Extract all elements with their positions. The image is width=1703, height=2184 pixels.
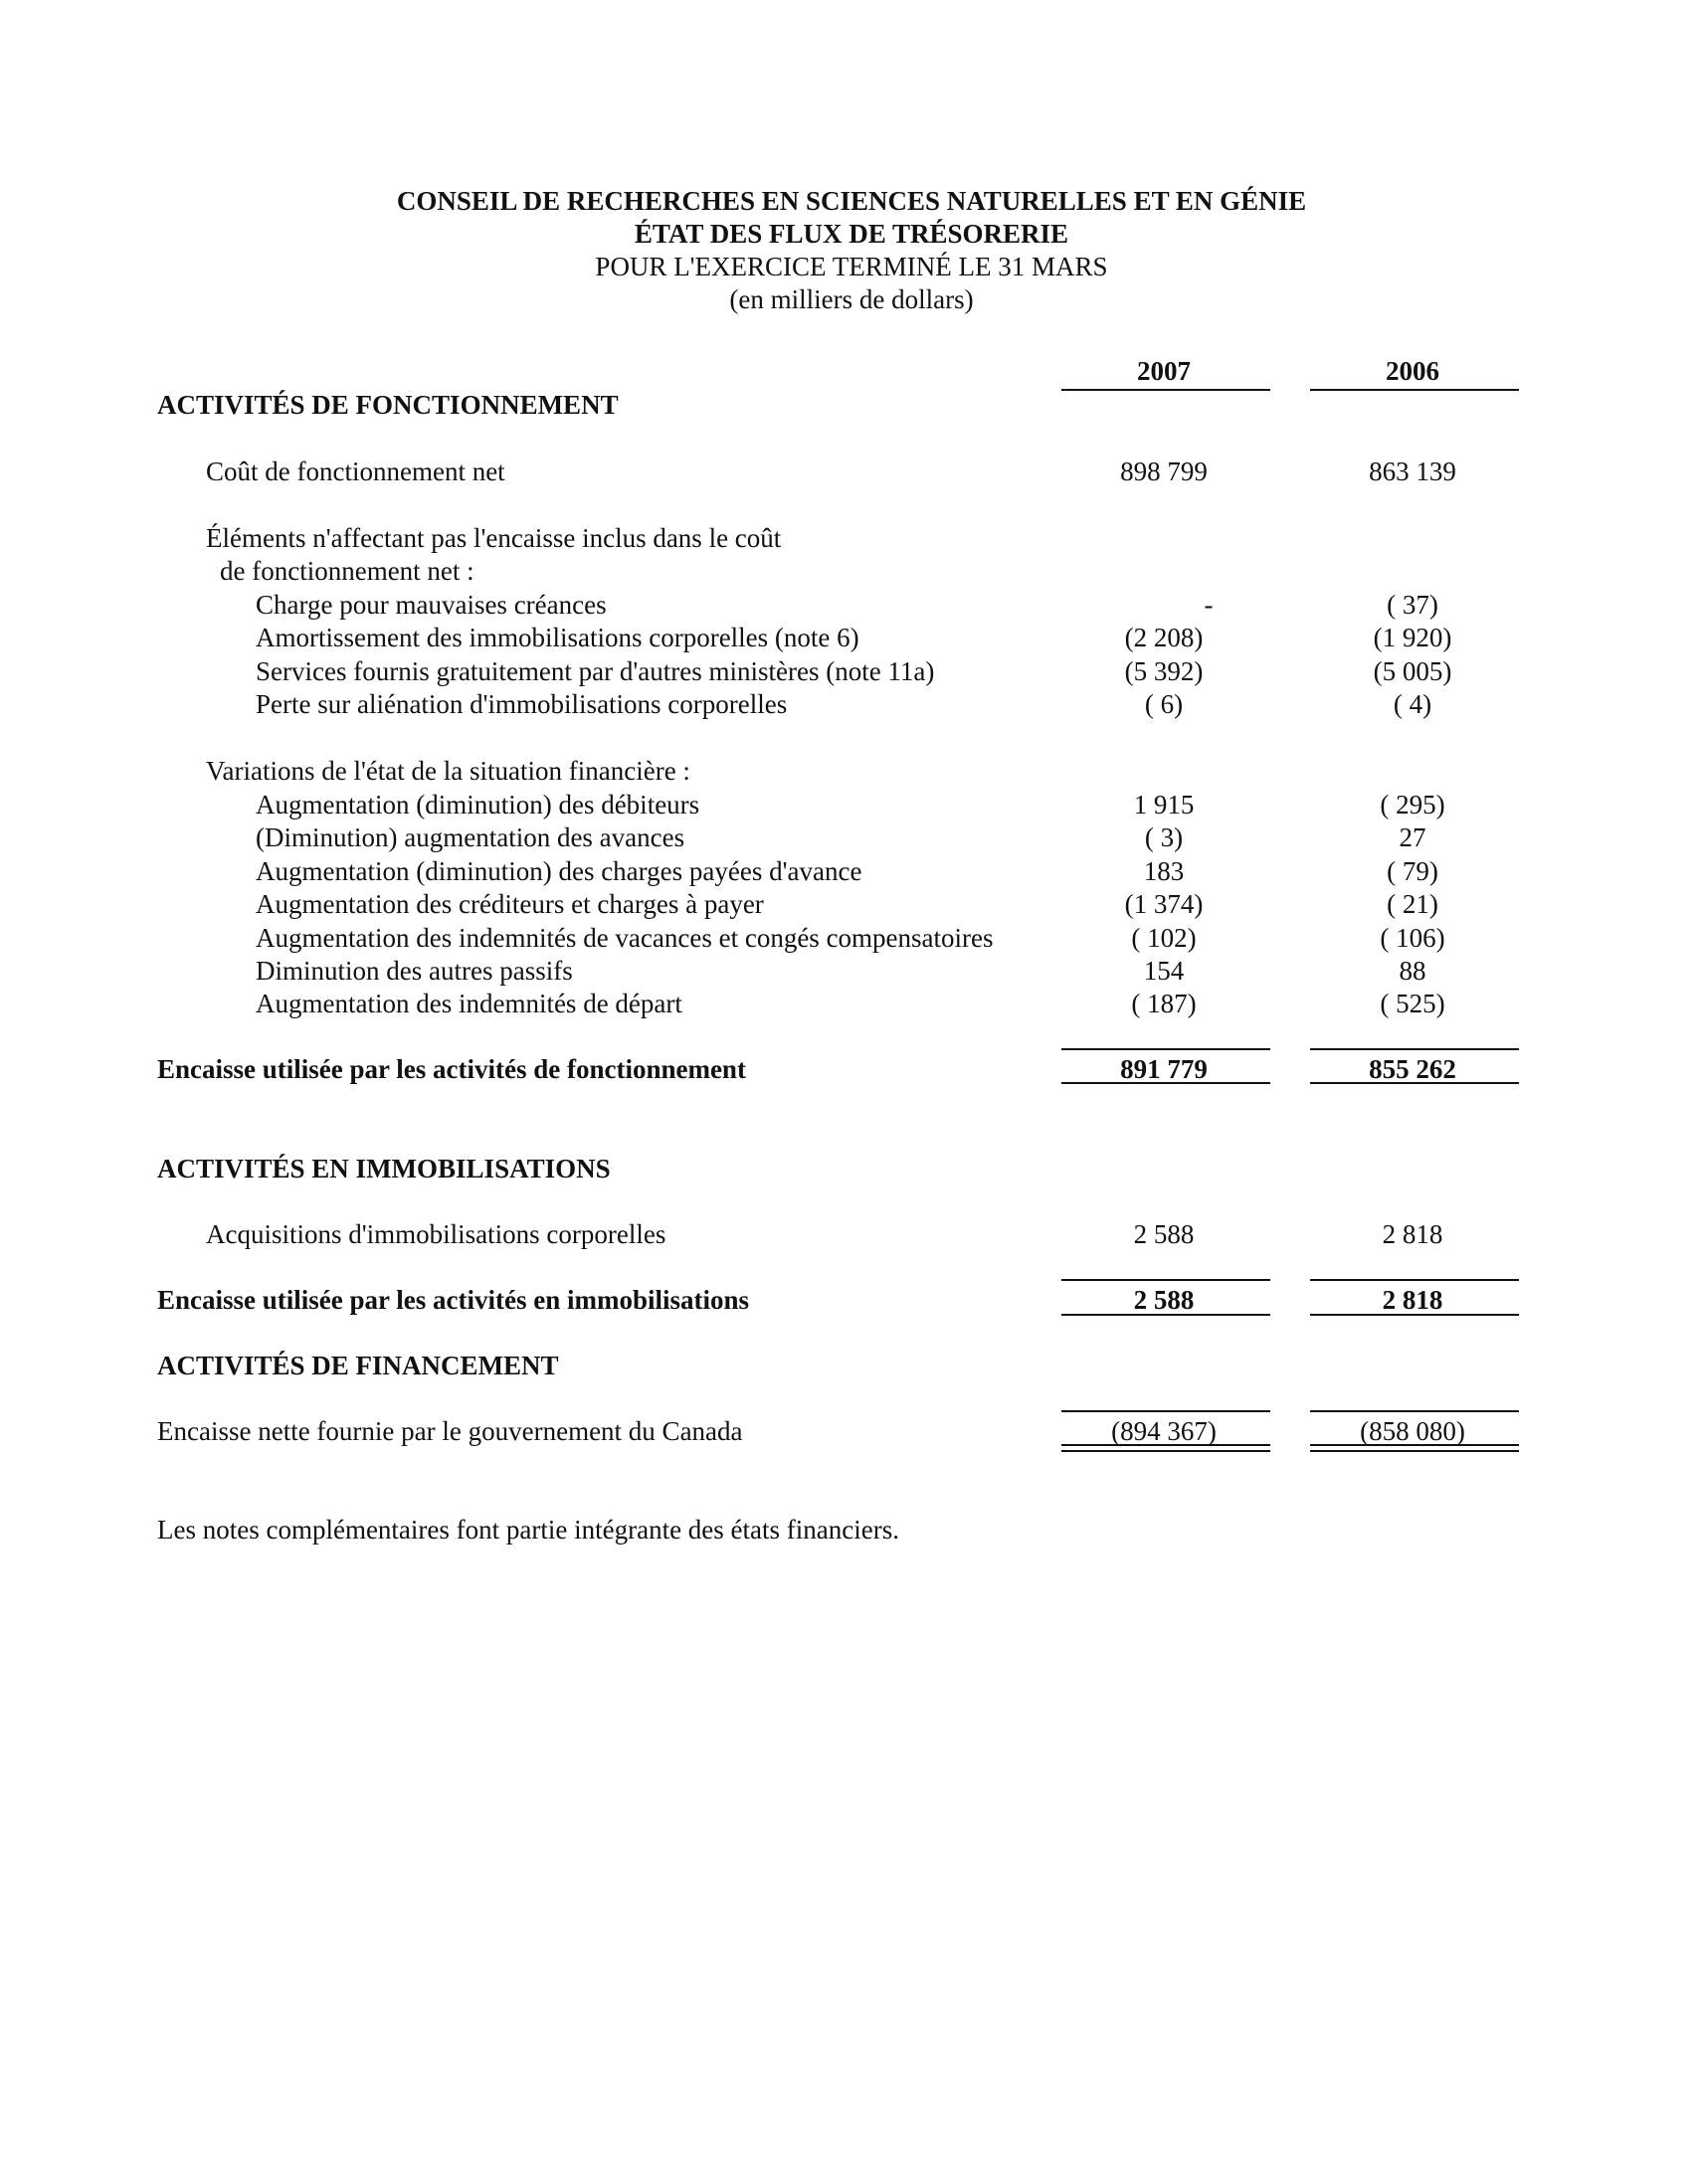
value-2007: (2 208) bbox=[1124, 623, 1204, 652]
value-2006: ( 106) bbox=[1380, 923, 1445, 953]
line-item-label: Perte sur aliénation d'immobilisations corporelles bbox=[256, 689, 788, 719]
line-item-advances bbox=[0, 820, 1703, 854]
total-rule-bottom-2006 bbox=[1310, 1082, 1519, 1084]
value-2006: ( 37) bbox=[1387, 590, 1438, 620]
section-heading-investing bbox=[0, 1152, 1703, 1185]
line-item-net-cost bbox=[0, 455, 1703, 488]
statement-units: (en milliers de dollars) bbox=[729, 284, 974, 314]
line-item-label: Amortissement des immobilisations corporelles (note 6) bbox=[256, 623, 859, 652]
value-2007: 183 bbox=[1143, 856, 1185, 886]
organization-name: CONSEIL DE RECHERCHES EN SCIENCES NATURELLES ET EN GÉNIE bbox=[396, 186, 1307, 216]
total-rule-top-2006 bbox=[1310, 1279, 1519, 1281]
section-heading-financing bbox=[0, 1349, 1703, 1382]
value-2006: ( 79) bbox=[1387, 856, 1438, 886]
total-rule-top-2007 bbox=[1061, 1410, 1270, 1412]
line-item-bad-debts bbox=[0, 588, 1703, 622]
line-item-amortization bbox=[0, 621, 1703, 654]
subheading-label: Variations de l'état de la situation financière : bbox=[206, 756, 690, 786]
double-rule-lower-2006 bbox=[1310, 1450, 1519, 1452]
line-item-label: Augmentation des indemnités de vacances et congés compensatoires bbox=[256, 923, 994, 953]
value-2006: (5 005) bbox=[1373, 656, 1452, 686]
total-label: Encaisse utilisée par les activités de fonctionnement bbox=[157, 1054, 746, 1084]
line-item-acquisitions bbox=[0, 1217, 1703, 1251]
value-2006: ( 525) bbox=[1380, 989, 1445, 1018]
section-heading-operating bbox=[0, 388, 1703, 422]
value-2006: (1 920) bbox=[1373, 623, 1452, 652]
line-item-prepaid bbox=[0, 854, 1703, 888]
subheading-non-cash-1 bbox=[0, 521, 1703, 555]
line-item-label: Augmentation (diminution) des charges payées d'avance bbox=[256, 856, 862, 886]
value-2007: ( 102) bbox=[1131, 923, 1197, 953]
value-2007: (894 367) bbox=[1111, 1416, 1217, 1446]
line-item-label: Acquisitions d'immobilisations corporelles bbox=[206, 1219, 666, 1249]
value-2007: 891 779 bbox=[1120, 1054, 1208, 1084]
footnote-text: Les notes complémentaires font partie intégrante des états financiers. bbox=[157, 1515, 899, 1545]
value-2006: 27 bbox=[1399, 822, 1426, 852]
line-item-label: Coût de fonctionnement net bbox=[206, 456, 505, 486]
subheading-label: de fonctionnement net : bbox=[220, 556, 474, 586]
value-2006: ( 21) bbox=[1387, 889, 1438, 919]
line-item-disposal-loss bbox=[0, 687, 1703, 721]
statement-title: ÉTAT DES FLUX DE TRÉSORERIE bbox=[634, 219, 1069, 249]
total-rule-top-2007 bbox=[1061, 1048, 1270, 1050]
line-item-label: Services fournis gratuitement par d'autres ministères (note 11a) bbox=[256, 656, 935, 686]
value-2007: 898 799 bbox=[1120, 456, 1208, 486]
value-2006: (858 080) bbox=[1360, 1416, 1465, 1446]
footnote bbox=[0, 1513, 1703, 1547]
value-2007: 154 bbox=[1143, 956, 1185, 986]
total-rule-top-2007 bbox=[1061, 1279, 1270, 1281]
line-item-label: Augmentation (diminution) des débiteurs bbox=[256, 790, 700, 819]
double-rule-lower-2007 bbox=[1061, 1450, 1270, 1452]
line-item-payables bbox=[0, 887, 1703, 921]
value-2007: ( 187) bbox=[1131, 989, 1197, 1018]
value-2006: 863 139 bbox=[1369, 456, 1456, 486]
total-label: Encaisse utilisée par les activités en immobilisations bbox=[157, 1285, 749, 1315]
line-item-label: (Diminution) augmentation des avances bbox=[256, 822, 685, 852]
value-2006: 855 262 bbox=[1369, 1054, 1456, 1084]
value-2006: 2 818 bbox=[1382, 1219, 1443, 1249]
line-item-label: Augmentation des indemnités de départ bbox=[256, 989, 682, 1018]
value-2007: 2 588 bbox=[1133, 1219, 1195, 1249]
double-rule-upper-2006 bbox=[1310, 1444, 1519, 1446]
value-2007: (1 374) bbox=[1124, 889, 1204, 919]
statement-header bbox=[0, 185, 1703, 316]
value-2006: ( 4) bbox=[1393, 689, 1432, 719]
section-heading-label: ACTIVITÉS EN IMMOBILISATIONS bbox=[157, 1154, 611, 1183]
total-operating bbox=[0, 1052, 1703, 1086]
statement-period: POUR L'EXERCICE TERMINÉ LE 31 MARS bbox=[595, 252, 1108, 281]
total-rule-bottom-2007 bbox=[1061, 1082, 1270, 1084]
value-2007: 2 588 bbox=[1133, 1285, 1195, 1315]
line-item-vacation-pay bbox=[0, 921, 1703, 955]
value-2007: ( 3) bbox=[1144, 822, 1184, 852]
value-2007: 1 915 bbox=[1133, 790, 1195, 819]
line-item-label: Augmentation des créditeurs et charges à payer bbox=[256, 889, 764, 919]
total-rule-top-2006 bbox=[1310, 1410, 1519, 1412]
column-header-2007: 2007 bbox=[1137, 356, 1191, 386]
section-heading-label: ACTIVITÉS DE FINANCEMENT bbox=[157, 1351, 559, 1380]
line-item-other-liabilities bbox=[0, 954, 1703, 988]
line-item-severance bbox=[0, 987, 1703, 1020]
line-item-services-free bbox=[0, 654, 1703, 688]
value-2007: ( 6) bbox=[1144, 689, 1184, 719]
total-rule-bottom-2006 bbox=[1310, 1314, 1519, 1316]
section-heading-label: ACTIVITÉS DE FONCTIONNEMENT bbox=[157, 390, 619, 420]
double-rule-upper-2007 bbox=[1061, 1444, 1270, 1446]
subheading-label: Éléments n'affectant pas l'encaisse inclus dans le coût bbox=[206, 523, 782, 553]
value-2006: ( 295) bbox=[1380, 790, 1445, 819]
value-2006: 2 818 bbox=[1382, 1285, 1443, 1315]
line-item-receivables bbox=[0, 788, 1703, 821]
line-item-label: Charge pour mauvaises créances bbox=[256, 590, 607, 620]
line-item-label: Encaisse nette fournie par le gouvernement du Canada bbox=[157, 1416, 743, 1446]
value-2006: 88 bbox=[1399, 956, 1426, 986]
value-2007: (5 392) bbox=[1124, 656, 1204, 686]
total-rule-bottom-2007 bbox=[1061, 1314, 1270, 1316]
subheading-variations bbox=[0, 754, 1703, 788]
line-item-label: Diminution des autres passifs bbox=[256, 956, 573, 986]
line-item-net-cash-government bbox=[0, 1414, 1703, 1448]
total-investing bbox=[0, 1283, 1703, 1317]
total-rule-top-2006 bbox=[1310, 1048, 1519, 1050]
column-header-2006: 2006 bbox=[1386, 356, 1439, 386]
subheading-non-cash-2 bbox=[0, 554, 1703, 588]
value-2007: - bbox=[1204, 590, 1214, 620]
